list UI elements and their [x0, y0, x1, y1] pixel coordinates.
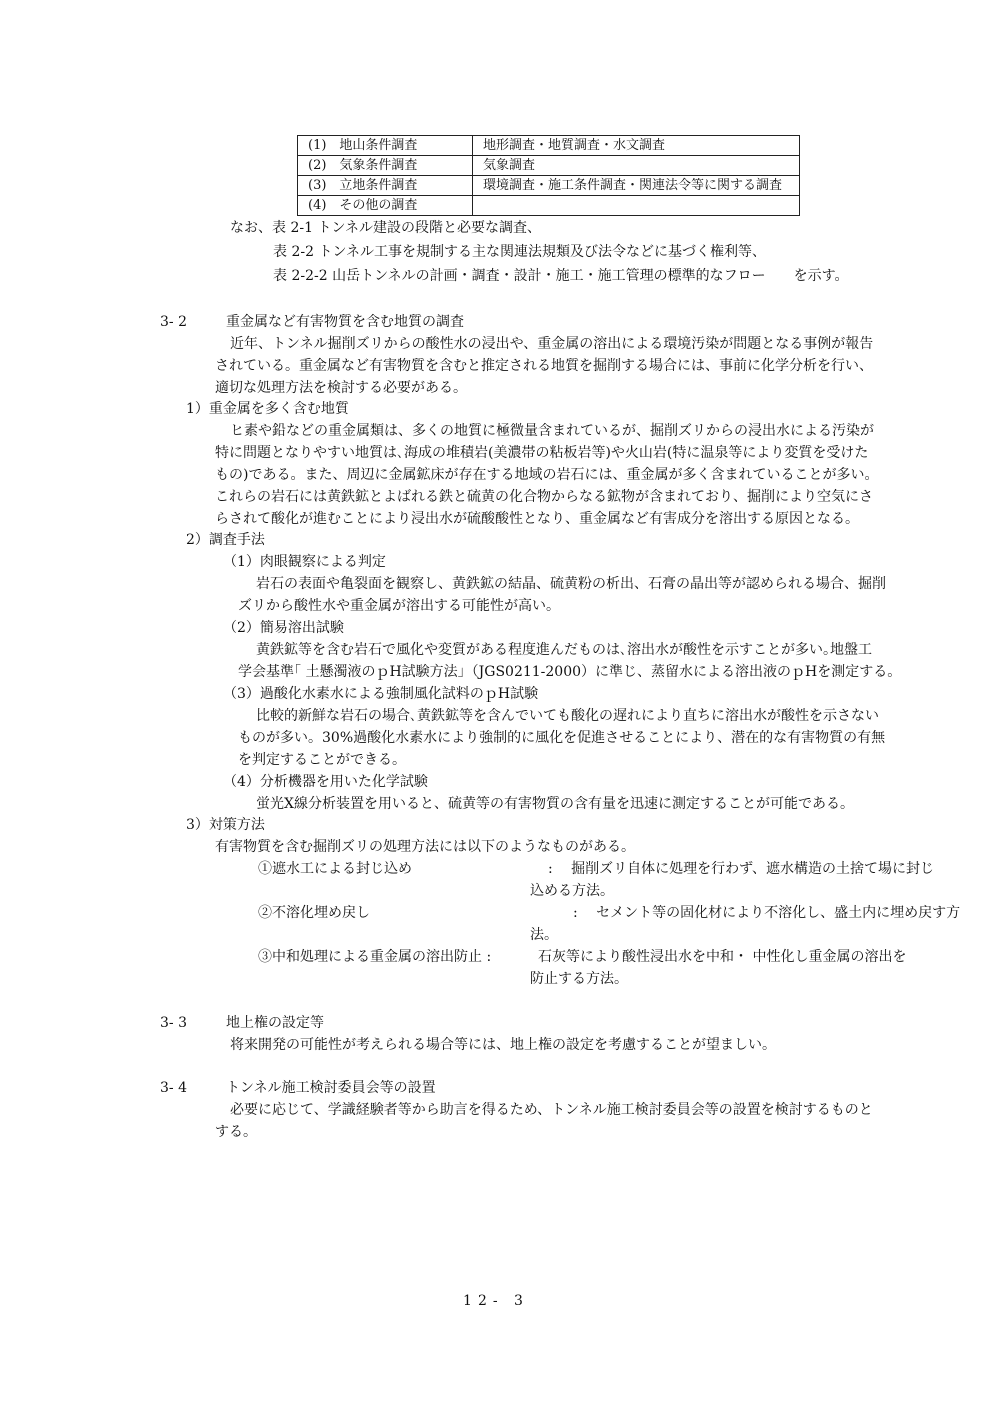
section-number: 3- 2 [160, 314, 187, 330]
paragraph-line: 特に問題となりやすい地質は､海成の堆積岩(美濃帯の粘板岩等)や火山岩(特に温泉等により変質を受けた [215, 445, 869, 461]
paragraph-line: 必要に応じて、学識経験者等から助言を得るため、トンネル施工検討委員会等の設置を検討するものと [230, 1102, 873, 1118]
table-row [298, 176, 800, 196]
section-number: 3- 3 [160, 1015, 187, 1031]
note-line: 表 2-2-2 山岳トンネルの計画・調査・設計・施工・施工管理の標準的なフロー を示す。 [273, 268, 849, 284]
subheading: 2）調査手法 [186, 532, 265, 548]
table-row [298, 156, 800, 176]
paragraph-line: 近年、トンネル掘削ズリからの酸性水の浸出や、重金属の溶出による環境汚染が問題となる事例が報告 [230, 336, 874, 352]
paragraph-line: 将来開発の可能性が考えられる場合等には、地上権の設定を考慮することが望ましい。 [230, 1037, 776, 1053]
page-number: 12- 3 [463, 1293, 529, 1309]
countermeasure-desc: 込める方法。 [530, 883, 614, 899]
table-cell-detail: 気象調査 [473, 156, 800, 176]
paragraph-line: する。 [215, 1124, 257, 1140]
method-heading: （2）簡易溶出試験 [223, 620, 344, 636]
subheading: 3）対策方法 [186, 817, 265, 833]
note-line: なお、表 2-1 トンネル建設の段階と必要な調査、 [230, 220, 542, 236]
table-cell-item: (3) 立地条件調査 [298, 176, 473, 196]
paragraph-line: ヒ素や鉛などの重金属類は、多くの地質に極微量含まれているが、掘削ズリからの浸出水による汚染が [230, 423, 874, 439]
section-title: トンネル施工検討委員会等の設置 [226, 1080, 436, 1096]
paragraph-line: 岩石の表面や亀裂面を観察し、黄鉄鉱の結晶、硫黄粉の析出、石膏の晶出等が認められる場合、掘削 [256, 576, 886, 592]
countermeasure-desc: 法。 [530, 927, 558, 943]
paragraph-line: ズリから酸性水や重金属が溶出する可能性が高い。 [238, 598, 560, 614]
note-line: 表 2-2 トンネル工事を規制する主な関連法規類及び法令などに基づく権利等、 [273, 244, 767, 260]
paragraph-line: 比較的新鮮な岩石の場合､黄鉄鉱等を含んでいても酸化の遅れにより直ちに溶出水が酸性を示さない [256, 708, 879, 724]
paragraph-line: これらの岩石には黄鉄鉱とよばれる鉄と硫黄の化合物からなる鉱物が含まれており、掘削により空気にさ [215, 489, 873, 505]
paragraph-line: を判定することができる。 [238, 752, 406, 768]
countermeasure-label: ①遮水工による封じ込め [258, 861, 412, 877]
paragraph-line: らされて酸化が進むことにより浸出水が硫酸酸性となり、重金属など有害成分を溶出する原因となる。 [215, 511, 859, 527]
paragraph-line: 有害物質を含む掘削ズリの処理方法には以下のようなものがある。 [215, 839, 635, 855]
paragraph-line: 蛍光X線分析装置を用いると、硫黄等の有害物質の含有量を迅速に測定することが可能である。 [256, 796, 854, 812]
countermeasure-desc: : セメント等の固化材により不溶化し、盛土内に埋め戻す方 [573, 905, 961, 921]
table-row [298, 136, 800, 156]
paragraph-line: ものが多い。30%過酸化水素水により強制的に風化を促進させることにより、潜在的な有害物質の有無 [238, 730, 886, 746]
table-cell-detail: 地形調査・地質調査・水文調査 [473, 136, 800, 156]
table-cell-item: (4) その他の調査 [298, 196, 473, 216]
subheading: 1）重金属を多く含む地質 [186, 401, 349, 417]
paragraph-line: 学会基準｢ 土懸濁液のｐH試験方法｣（JGS0211-2000）に準じ、蒸留水による溶出液のｐHを測定する。 [238, 664, 902, 680]
survey-table [297, 135, 800, 216]
table-row [298, 196, 800, 216]
table-cell-detail: 環境調査・施工条件調査・関連法令等に関する調査 [473, 176, 800, 196]
paragraph-line: されている。重金属など有害物質を含むと推定される地質を掘削する場合には、事前に化学分析を行い、 [215, 358, 873, 374]
countermeasure-desc: : 掘削ズリ自体に処理を行わず、遮水構造の土捨て場に封じ [548, 861, 935, 877]
method-heading: （1）肉眼観察による判定 [223, 554, 386, 570]
table-cell-detail [473, 196, 800, 216]
paragraph-line: 黄鉄鉱等を含む岩石で風化や変質がある程度進んだものは､溶出水が酸性を示すことが多い｡地盤工 [256, 642, 872, 658]
countermeasure-desc: 石灰等により酸性浸出水を中和・ 中性化し重金属の溶出を [538, 949, 907, 965]
table-cell-item: (1) 地山条件調査 [298, 136, 473, 156]
method-heading: （4）分析機器を用いた化学試験 [223, 774, 428, 790]
countermeasure-label: ②不溶化埋め戻し [258, 905, 370, 921]
countermeasure-label: ③中和処理による重金属の溶出防止 : [258, 949, 492, 965]
section-title: 重金属など有害物質を含む地質の調査 [226, 314, 464, 330]
section-number: 3- 4 [160, 1080, 187, 1096]
paragraph-line: 適切な処理方法を検討する必要がある。 [215, 380, 467, 396]
countermeasure-desc: 防止する方法。 [530, 971, 628, 987]
paragraph-line: もの)である。また、周辺に金属鉱床が存在する地域の岩石には、重金属が多く含まれていることが多い。 [215, 467, 879, 483]
section-title: 地上権の設定等 [226, 1015, 324, 1031]
table-cell-item: (2) 気象条件調査 [298, 156, 473, 176]
method-heading: （3）過酸化水素水による強制風化試料のｐH試験 [223, 686, 539, 702]
